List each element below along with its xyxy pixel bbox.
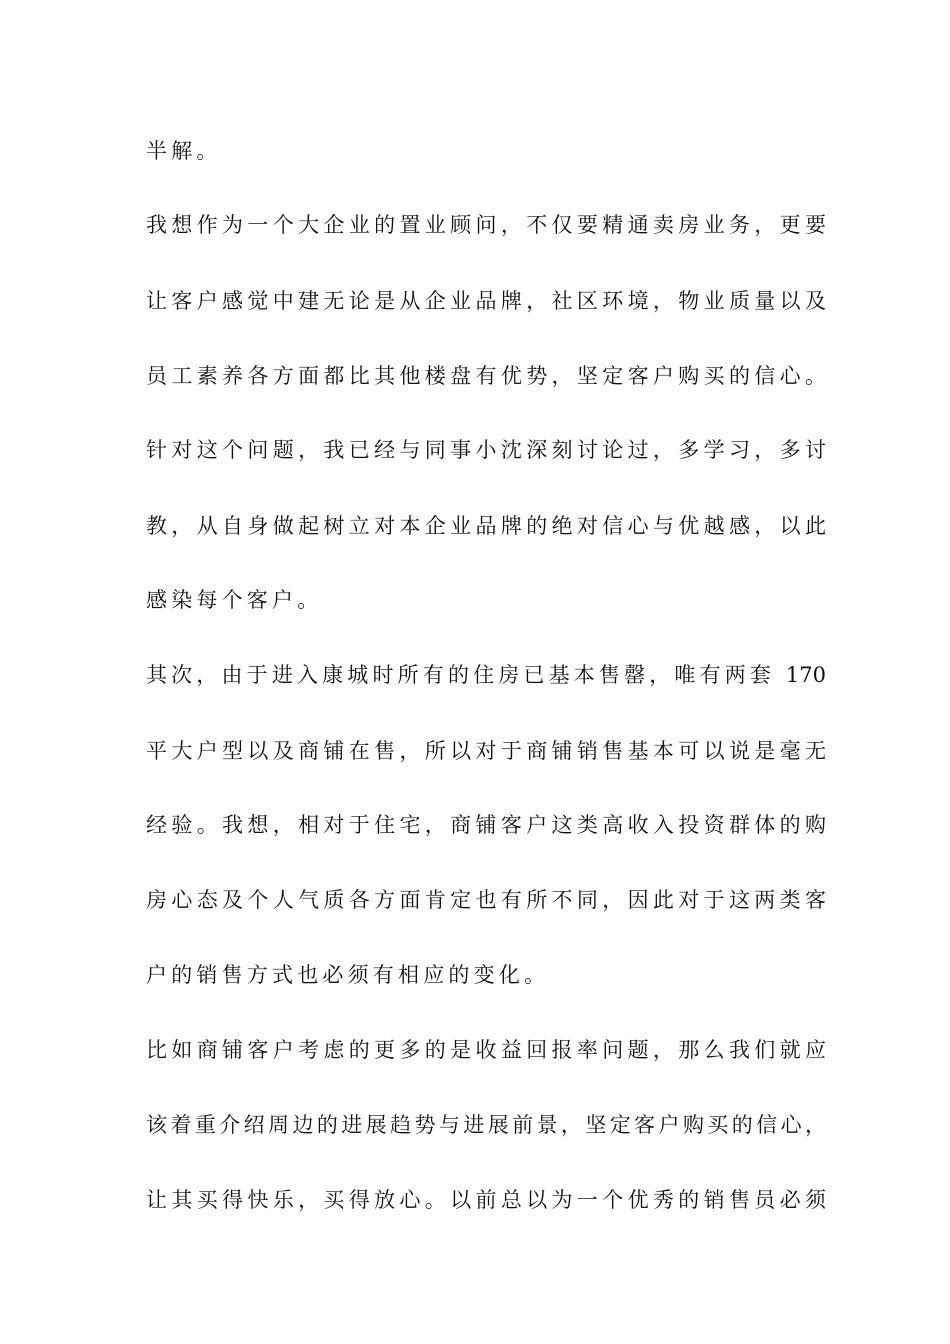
text-line: 平大户型以及商铺在售，所以对于商铺销售基本可以说是毫无 bbox=[146, 739, 826, 763]
text-line: 房心态及个人气质各方面肯定也有所不同，因此对于这两类客 bbox=[146, 888, 826, 912]
text-line: 我想作为一个大企业的置业顾问，不仅要精通卖房业务，更要 bbox=[146, 213, 826, 237]
text-line: 让其买得快乐，买得放心。以前总以为一个优秀的销售员必须 bbox=[146, 1188, 826, 1212]
text-line: 针对这个问题，我已经与同事小沈深刻讨论过，多学习，多讨 bbox=[146, 438, 826, 462]
text-line: 教，从自身做起树立对本企业品牌的绝对信心与优越感，以此 bbox=[146, 514, 826, 538]
text-line: 让客户感觉中建无论是从企业品牌，社区环境，物业质量以及 bbox=[146, 289, 826, 313]
text-line: 感染每个客户。 bbox=[146, 588, 323, 612]
text-line: 员工素养各方面都比其他楼盘有优势，坚定客户购买的信心。 bbox=[146, 364, 826, 388]
text-line: 该着重介绍周边的进展趋势与进展前景，坚定客户购买的信心， bbox=[146, 1113, 826, 1137]
text-line: 户的销售方式也必须有相应的变化。 bbox=[146, 963, 550, 987]
text-line: 经验。我想，相对于住宅，商铺客户这类高收入投资群体的购 bbox=[146, 813, 826, 837]
text-line: 半解。 bbox=[146, 139, 222, 163]
text-line: 其次，由于进入康城时所有的住房已基本售罄，唯有两套 170 bbox=[146, 663, 826, 687]
text-line: 比如商铺客户考虑的更多的是收益回报率问题，那么我们就应 bbox=[146, 1038, 826, 1062]
